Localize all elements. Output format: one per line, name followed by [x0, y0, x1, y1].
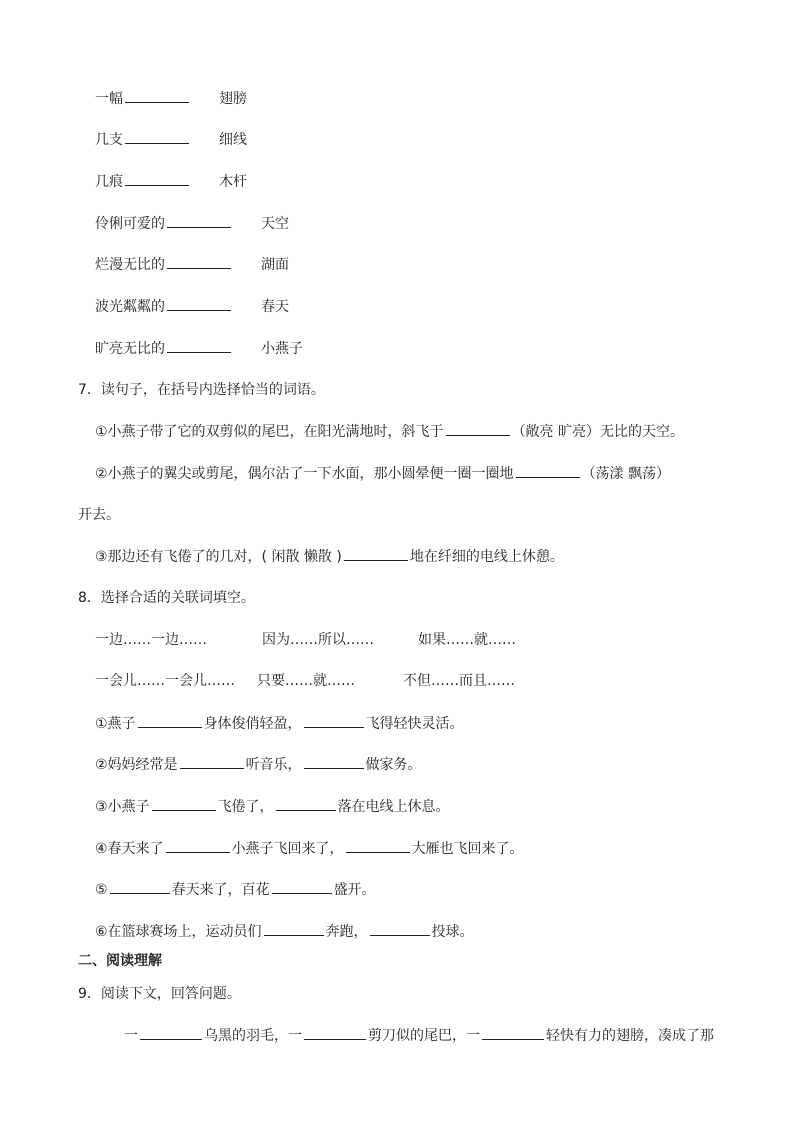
sentence-text: 飞倦了， [217, 799, 274, 815]
sentence-text: 奔跑， [325, 924, 368, 940]
pair-left: 几支 [95, 132, 123, 148]
q7-sentence-1 [95, 421, 684, 442]
sentence-text: 身体俊俏轻盈， [203, 716, 302, 732]
answer-blank[interactable] [152, 796, 216, 811]
sentence-text: ⑥在篮球赛场上，运动员们 [95, 924, 262, 940]
sentence-text: 听音乐， [245, 757, 302, 773]
answer-blank[interactable] [264, 921, 324, 936]
sentence-text: ④春天来了 [95, 841, 164, 857]
passage-text: 一 [124, 1028, 138, 1044]
answer-blank[interactable] [110, 879, 170, 894]
sentence-text: ③那边还有飞倦了的几对，( 闲散 懒散 ) [95, 549, 342, 565]
q7-sentence-2 [95, 463, 670, 484]
answer-blank[interactable] [346, 838, 410, 853]
pair-right: 天空 [261, 216, 289, 232]
q8-sentence-3 [95, 796, 450, 817]
sentence-text: ①小燕子带了它的双剪似的尾巴，在阳光满地时，斜飞于 [95, 424, 444, 440]
sentence-text: 地在纤细的电线上休憩。 [409, 549, 564, 565]
pair-left: 烂漫无比的 [95, 257, 165, 273]
sentence-text: ②妈妈经常是 [95, 757, 178, 773]
answer-blank[interactable] [482, 1025, 544, 1040]
pair-left: 波光粼粼的 [95, 299, 165, 315]
option: 一会儿……一会儿…… [95, 673, 235, 689]
question-7-title: 7．读句子，在括号内选择恰当的词语。 [78, 382, 325, 398]
option: 只要……就…… [257, 673, 355, 689]
answer-blank[interactable] [167, 296, 231, 311]
pair-right: 细线 [219, 132, 247, 148]
sentence-text: ①燕子 [95, 716, 136, 732]
pair-row [95, 88, 247, 109]
sentence-text: （敞亮 旷亮）无比的天空。 [511, 424, 685, 440]
section-heading: 二、阅读理解 [78, 953, 162, 969]
option: 一边……一边…… [95, 632, 207, 648]
sentence-text: ⑤ [95, 882, 108, 898]
q7-sentence-2-cont: 开去。 [78, 507, 120, 523]
sentence-text: 飞得轻快灵活。 [365, 716, 464, 732]
pair-right: 湖面 [261, 257, 289, 273]
passage-text: 轻快有力的翅膀，凑成了那 [546, 1028, 714, 1044]
pair-right: 春天 [261, 299, 289, 315]
sentence-text: 做家务。 [365, 757, 422, 773]
pair-row [95, 213, 289, 234]
answer-blank[interactable] [166, 838, 230, 853]
q8-sentence-5 [95, 879, 376, 900]
q8-sentence-1 [95, 713, 464, 734]
answer-blank[interactable] [167, 254, 231, 269]
pair-left: 几痕 [95, 174, 123, 190]
option: 因为……所以…… [262, 632, 374, 648]
answer-blank[interactable] [125, 88, 189, 103]
pair-row [95, 129, 247, 150]
sentence-text: 落在电线上休息。 [337, 799, 450, 815]
pair-right: 翅膀 [219, 91, 247, 107]
answer-blank[interactable] [180, 754, 244, 769]
answer-blank[interactable] [167, 338, 231, 353]
sentence-text: ②小燕子的翼尖或剪尾，偶尔沾了一下水面，那小圆晕便一圈一圈地 [95, 466, 514, 482]
pair-row [95, 338, 303, 359]
option: 不但……而且…… [403, 673, 515, 689]
answer-blank[interactable] [304, 1025, 366, 1040]
sentence-text: 投球。 [431, 924, 474, 940]
answer-blank[interactable] [516, 463, 580, 478]
answer-blank[interactable] [276, 796, 336, 811]
q8-sentence-2 [95, 754, 422, 775]
pair-left: 一幅 [95, 91, 123, 107]
answer-blank[interactable] [125, 129, 189, 144]
sentence-text: 小燕子飞回来了， [231, 841, 344, 857]
answer-blank[interactable] [167, 213, 231, 228]
question-8-title: 8．选择合适的关联词填空。 [78, 590, 255, 606]
q9-passage [124, 1025, 714, 1046]
answer-blank[interactable] [125, 171, 189, 186]
pair-left: 旷亮无比的 [95, 341, 165, 357]
answer-blank[interactable] [140, 1025, 202, 1040]
q8-sentence-4 [95, 838, 524, 859]
sentence-text: 盛开。 [333, 882, 376, 898]
question-9-title: 9．阅读下文，回答问题。 [78, 986, 241, 1002]
sentence-text: （荡漾 飘荡） [581, 466, 671, 482]
answer-blank[interactable] [344, 546, 408, 561]
pair-row [95, 171, 247, 192]
passage-text: 剪刀似的尾巴，一 [368, 1028, 480, 1044]
answer-blank[interactable] [370, 921, 430, 936]
sentence-text: ③小燕子 [95, 799, 150, 815]
pair-left: 伶俐可爱的 [95, 216, 165, 232]
answer-blank[interactable] [138, 713, 202, 728]
sentence-text: 春天来了，百花 [171, 882, 270, 898]
sentence-text: 大雁也飞回来了。 [411, 841, 524, 857]
answer-blank[interactable] [446, 421, 510, 436]
pair-right: 小燕子 [261, 341, 303, 357]
answer-blank[interactable] [304, 754, 364, 769]
answer-blank[interactable] [304, 713, 364, 728]
answer-blank[interactable] [272, 879, 332, 894]
pair-right: 木杆 [219, 174, 247, 190]
option: 如果……就…… [418, 632, 516, 648]
pair-row [95, 296, 289, 317]
pair-row [95, 254, 289, 275]
passage-text: 乌黑的羽毛，一 [204, 1028, 302, 1044]
q8-sentence-6 [95, 921, 474, 942]
q7-sentence-3 [95, 546, 564, 567]
